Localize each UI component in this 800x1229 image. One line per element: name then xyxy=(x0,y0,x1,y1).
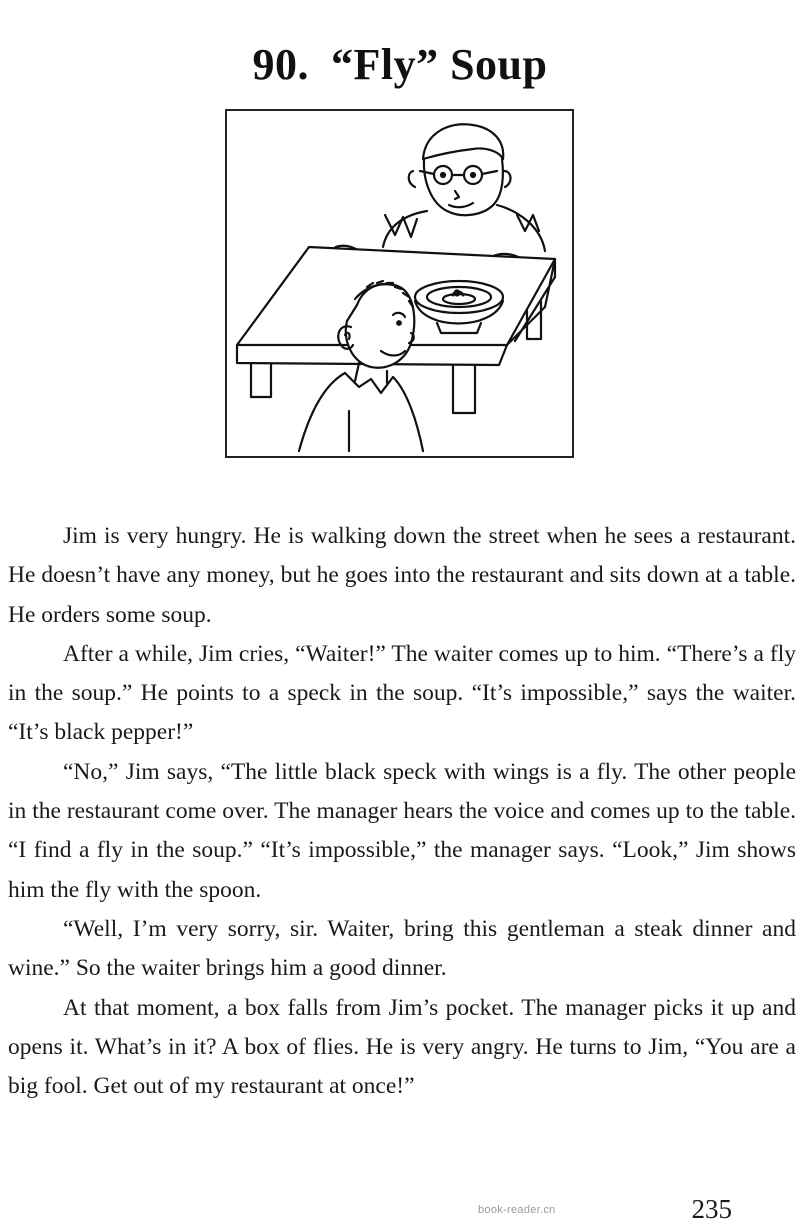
chapter-number: 90. xyxy=(252,40,309,90)
watermark: book-reader.cn xyxy=(478,1204,556,1216)
story-illustration xyxy=(225,109,574,458)
story-paragraph: Jim is very hungry. He is walking down the street when he sees a restaurant. He doesn’t have any money, but he goes into the restaurant and sits down at a table. He orders some soup. xyxy=(8,523,796,628)
story-paragraph: “No,” Jim says, “The little black speck with wings is a fly. The other people in the restaurant come over. The manager hears the voice and comes up to the table. “I find a fly in the soup.” “It’s impossible,” the manager says. “Look,” Jim shows him the fly with the spoon. xyxy=(8,758,796,903)
page-title xyxy=(0,35,800,95)
story-paragraph: At that moment, a box falls from Jim’s pocket. The manager picks it up and opens it. What’s in it? A box of flies. He is very angry. He turns to Jim, “You are a big fool. Get out of my restaurant at once!” xyxy=(8,994,796,1100)
boy-with-soup-bowl-illustration-icon xyxy=(227,111,572,456)
story-paragraph: After a while, Jim cries, “Waiter!” The waiter comes up to him. “There’s a fly in the soup.” He points to a speck in the soup. “It’s impossible,” says the waiter. “It’s black pepper!” xyxy=(8,640,796,746)
page-number: 235 xyxy=(691,1194,732,1224)
story-text xyxy=(8,517,796,1106)
chapter-title: “Fly” Soup xyxy=(330,40,548,90)
story-paragraph: “Well, I’m very sorry, sir. Waiter, bring this gentleman a steak dinner and wine.” So the waiter brings him a good dinner. xyxy=(8,915,796,982)
